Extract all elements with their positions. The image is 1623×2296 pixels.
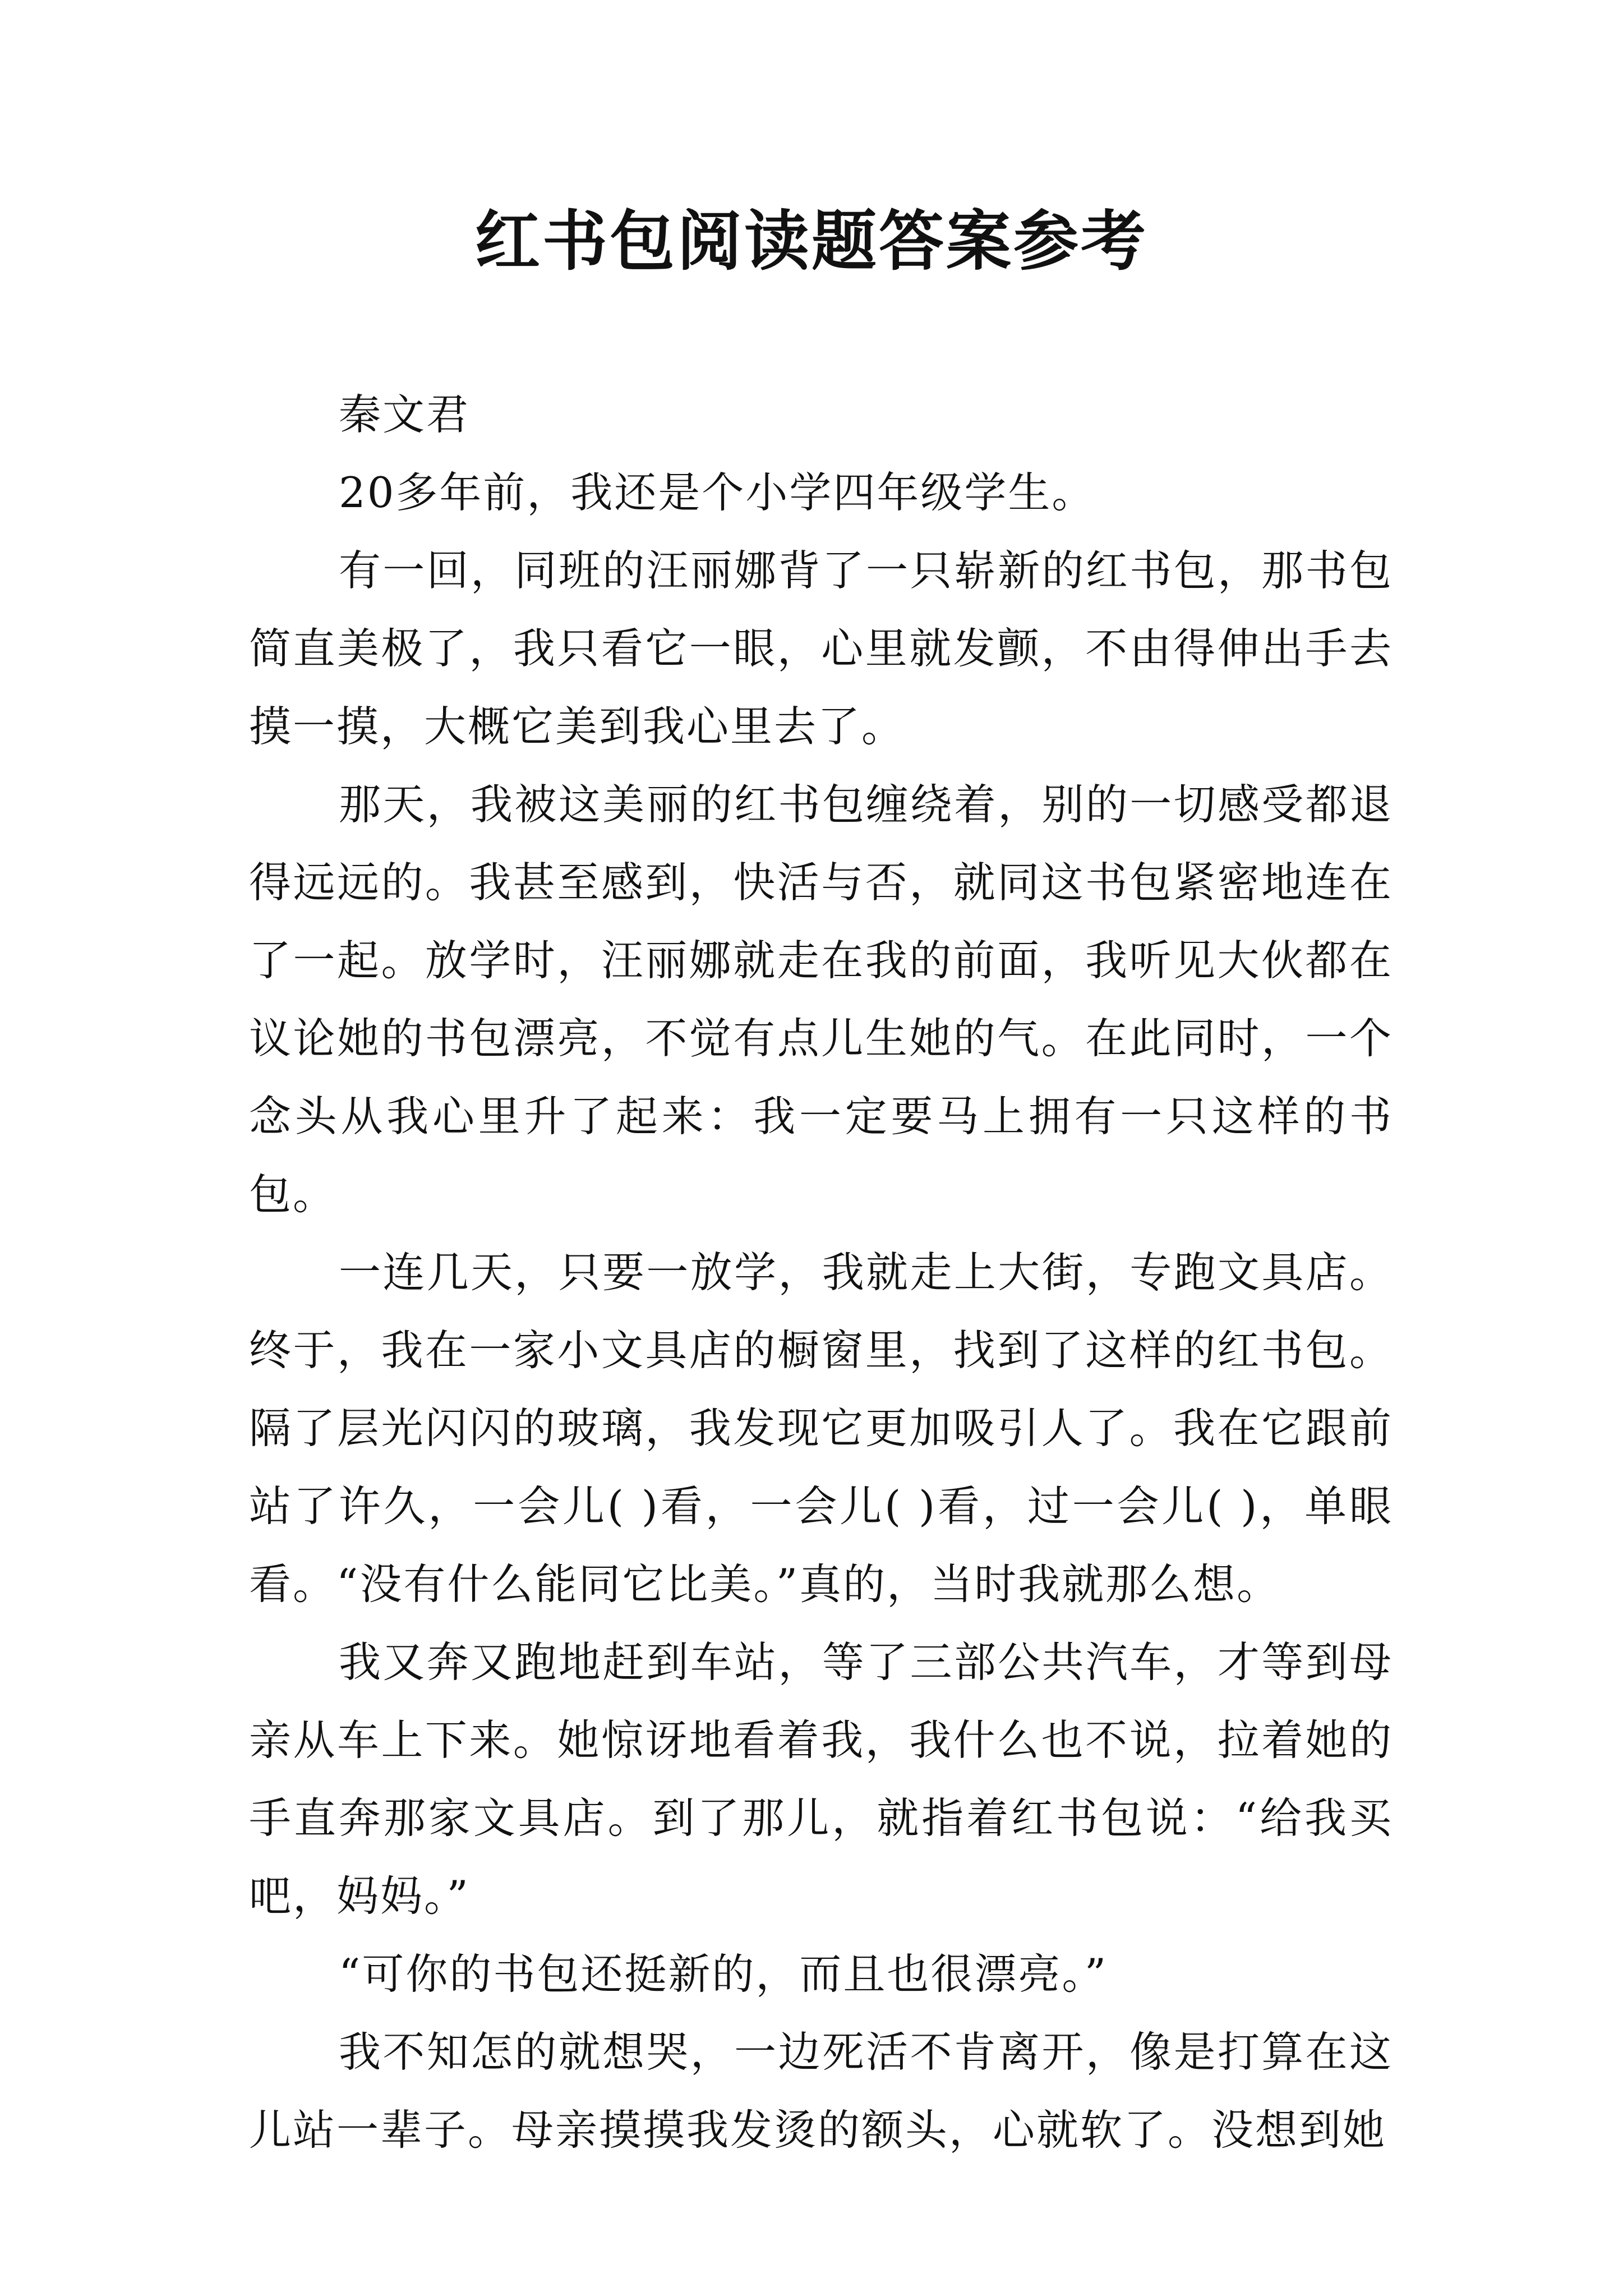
paragraph: 一连几天，只要一放学，我就走上大街，专跑文具店。终于，我在一家小文具店的橱窗里，找到了这样的红书包。隔了层光闪闪的玻璃，我发现它更加吸引人了。我在它跟前站了许久，一会儿( )看，一会儿( )看，过一会儿( )，单眼看。“没有什么能同它比美。”真的，当时我就那么想。 [249,1248,1393,1609]
author-line: 秦文君 [339,390,471,439]
document-title: 红书包阅读题答案参考 [475,203,1148,279]
paragraph: 20多年前，我还是个小学四年级学生。 [339,468,1096,517]
paragraph: 有一回，同班的汪丽娜背了一只崭新的红书包，那书包简直美极了，我只看它一眼，心里就发颤，不由得伸出手去摸一摸，大概它美到我心里去了。 [249,546,1393,751]
paragraph: 我不知怎的就想哭，一边死活不肯离开，像是打算在这儿站一辈子。母亲摸摸我发烫的额头，心就软了。没想到她 [249,2027,1393,2155]
paragraph: “可你的书包还挺新的，而且也很漂亮。” [339,1949,1108,1999]
paragraph: 我又奔又跑地赶到车站，等了三部公共汽车，才等到母亲从车上下来。她惊讶地看着我，我什么也不说，拉着她的手直奔那家文具店。到了那儿，就指着红书包说：“给我买吧，妈妈。” [249,1637,1393,1921]
document-body [249,376,1393,2169]
paragraph: 那天，我被这美丽的红书包缠绕着，别的一切感受都退得远远的。我甚至感到，快活与否，就同这书包紧密地连在了一起。放学时，汪丽娜就走在我的前面，我听见大伙都在议论她的书包漂亮，不觉有点儿生她的气。在此同时，一个念头从我心里升了起来：我一定要马上拥有一只这样的书包。 [249,780,1393,1219]
